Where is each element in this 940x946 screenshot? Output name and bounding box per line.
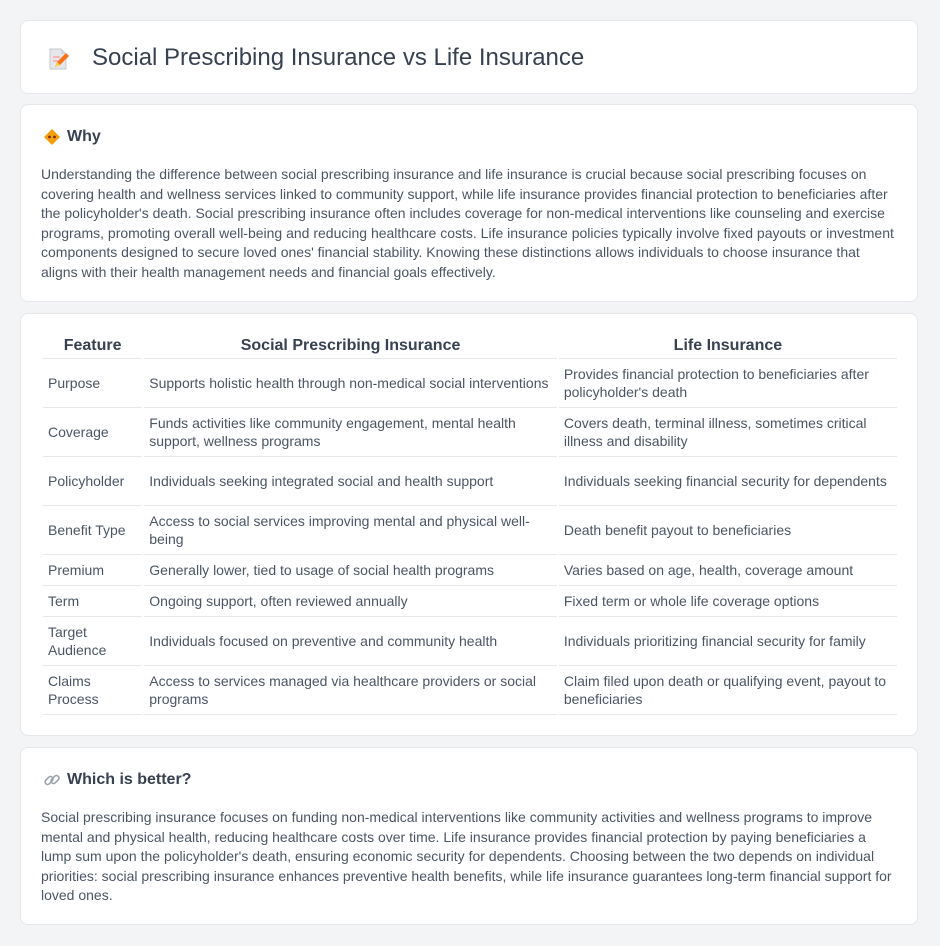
table-row (43, 408, 897, 457)
table-row (43, 457, 897, 506)
feature-cell: Benefit Type (43, 506, 142, 555)
social-prescribing-cell: Supports holistic health through non-medical social interventions (144, 359, 557, 408)
section-title: Why (67, 128, 101, 145)
section-title: Which is better? (67, 771, 192, 788)
table-row (43, 617, 897, 666)
why-section (20, 104, 918, 302)
table-row (43, 586, 897, 617)
comparison-table-card (20, 313, 918, 736)
life-insurance-cell: Varies based on age, health, coverage amount (559, 555, 897, 586)
table-row (43, 359, 897, 408)
better-paragraph: Social prescribing insurance focuses on funding non-medical interventions like community activities and wellness programs to improve mental and physical health, reducing healthcare costs over time. Life insurance provides financial protection by paying beneficiaries a lump sum upon the policyholder's death, ensuring economic security for dependents. Choosing between the two depends on individual priorities: social prescribing insurance enhances preventive health benefits, while life insurance guarantees long-term financial support for loved ones. (41, 809, 892, 904)
which-is-better-section (20, 747, 918, 925)
table-row (43, 666, 897, 715)
life-insurance-cell: Individuals seeking financial security for dependents (559, 457, 897, 506)
why-paragraph: Understanding the difference between social prescribing insurance and life insurance is crucial because social prescribing focuses on covering health and wellness services linked to community support, while life insurance provides financial protection to beneficiaries after the policyholder's death. Social prescribing insurance often includes coverage for non-medical interventions like counseling and exercise programs, promoting overall well-being and reducing healthcare costs. Life insurance policies typically involve fixed payouts or investment components designed to secure loved ones' financial stability. Knowing these distinctions allows individuals to choose insurance that aligns with their health management needs and financial goals effectively. (41, 166, 894, 280)
feature-cell: Policyholder (43, 457, 142, 506)
table-row (43, 555, 897, 586)
column-header: Social Prescribing Insurance (144, 334, 557, 359)
feature-cell: Term (43, 586, 142, 617)
feature-cell: Claims Process (43, 666, 142, 715)
diamond-warning-icon (43, 128, 61, 146)
social-prescribing-cell: Funds activities like community engagement, mental health support, wellness programs (144, 408, 557, 457)
comparison-table (41, 334, 899, 715)
feature-cell: Purpose (43, 359, 142, 408)
life-insurance-cell: Covers death, terminal illness, sometimes critical illness and disability (559, 408, 897, 457)
life-insurance-cell: Individuals prioritizing financial security for family (559, 617, 897, 666)
life-insurance-cell: Death benefit payout to beneficiaries (559, 506, 897, 555)
page-title: Social Prescribing Insurance vs Life Insurance (92, 44, 585, 71)
document-pencil-icon (47, 47, 69, 71)
life-insurance-cell: Fixed term or whole life coverage options (559, 586, 897, 617)
column-header: Life Insurance (559, 334, 897, 359)
social-prescribing-cell: Individuals seeking integrated social and health support (144, 457, 557, 506)
table-row (43, 506, 897, 555)
social-prescribing-cell: Generally lower, tied to usage of social health programs (144, 555, 557, 586)
social-prescribing-cell: Ongoing support, often reviewed annually (144, 586, 557, 617)
social-prescribing-cell: Access to services managed via healthcare providers or social programs (144, 666, 557, 715)
social-prescribing-cell: Individuals focused on preventive and community health (144, 617, 557, 666)
life-insurance-cell: Claim filed upon death or qualifying event, payout to beneficiaries (559, 666, 897, 715)
feature-cell: Coverage (43, 408, 142, 457)
link-icon (43, 771, 61, 789)
feature-cell: Target Audience (43, 617, 142, 666)
column-header: Feature (43, 334, 142, 359)
social-prescribing-cell: Access to social services improving mental and physical well-being (144, 506, 557, 555)
header-card (20, 20, 918, 94)
life-insurance-cell: Provides financial protection to beneficiaries after policyholder's death (559, 359, 897, 408)
feature-cell: Premium (43, 555, 142, 586)
